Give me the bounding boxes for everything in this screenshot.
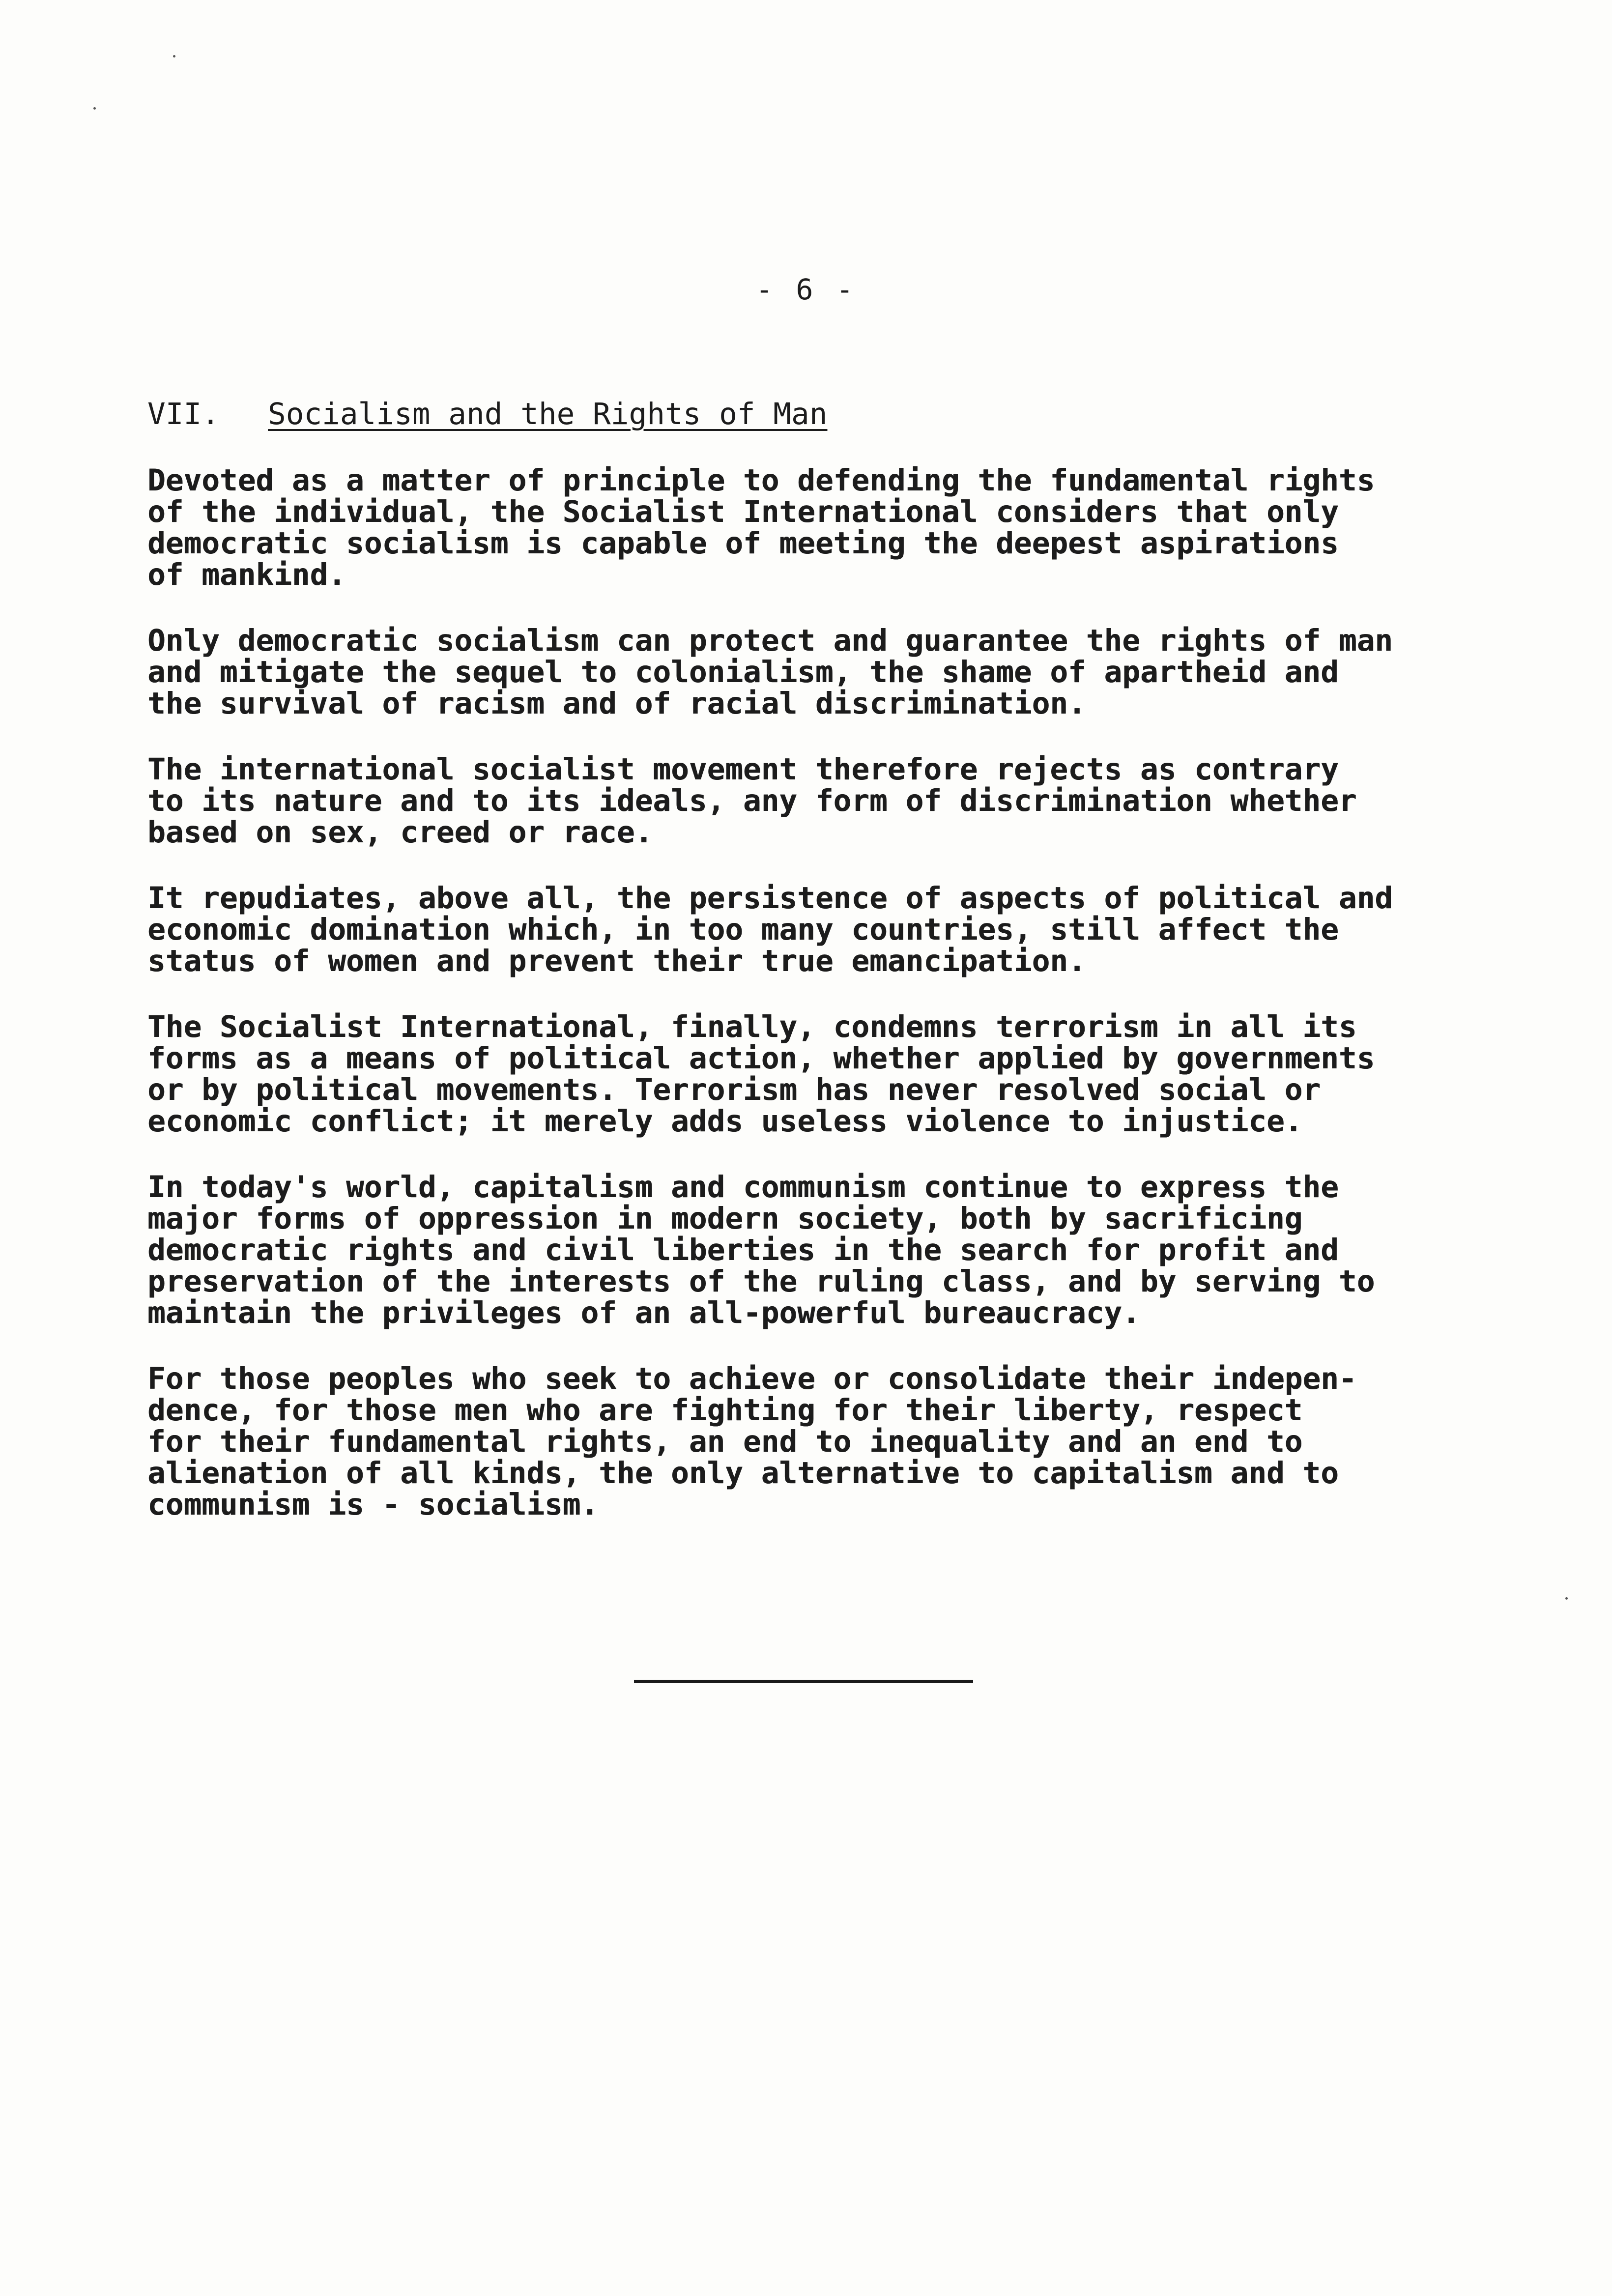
document-body [147, 398, 1524, 1555]
paragraph-3 [147, 754, 1524, 848]
paragraph-line: The international socialist movement therefore rejects as contrary [147, 752, 1339, 787]
paragraph-5 [147, 1011, 1524, 1137]
paragraph-line: preservation of the interests of the ruling class, and by serving to [147, 1264, 1375, 1299]
page-number: - 6 - [755, 273, 857, 306]
paragraph-4 [147, 883, 1524, 977]
paragraph-line: forms as a means of political action, whether applied by governments [147, 1041, 1375, 1076]
paragraph-line: for their fundamental rights, an end to inequality and an end to [147, 1424, 1303, 1459]
paragraph-line: The Socialist International, finally, condemns terrorism in all its [147, 1009, 1357, 1044]
paragraph-line: It repudiates, above all, the persistence of aspects of political and [147, 881, 1393, 916]
paragraph-6 [147, 1172, 1524, 1329]
paragraph-line: For those peoples who seek to achieve or consolidate their indepen- [147, 1361, 1357, 1396]
paragraph-line: status of women and prevent their true emancipation. [147, 944, 1086, 978]
paragraph-line: based on sex, creed or race. [147, 815, 653, 850]
section-number: VII. [147, 397, 220, 431]
paragraph-line: economic domination which, in too many countries, still affect the [147, 912, 1339, 947]
paragraph-line: the survival of racism and of racial discrimination. [147, 686, 1086, 721]
paragraph-7 [147, 1363, 1524, 1521]
paragraph-line: maintain the privileges of an all-powerful bureaucracy. [147, 1295, 1140, 1330]
paragraph-line: major forms of oppression in modern society, both by sacrificing [147, 1201, 1303, 1236]
section-title: Socialism and the Rights of Man [268, 397, 828, 431]
scan-speck [93, 107, 96, 110]
paragraph-line: of mankind. [147, 557, 346, 592]
paragraph-line: Devoted as a matter of principle to defending the fundamental rights [147, 463, 1375, 498]
paragraph-line: dence, for those men who are fighting for their liberty, respect [147, 1393, 1303, 1428]
end-of-section-rule [634, 1680, 973, 1683]
paragraph-line: and mitigate the sequel to colonialism, the shame of apartheid and [147, 655, 1339, 689]
paragraph-line: Only democratic socialism can protect and guarantee the rights of man [147, 623, 1393, 658]
paragraph-line: communism is - socialism. [147, 1487, 599, 1522]
scan-speck [173, 55, 175, 57]
paragraph-line: democratic socialism is capable of meeting the deepest aspirations [147, 526, 1339, 561]
scan-speck [1565, 1597, 1568, 1600]
paragraph-line: alienation of all kinds, the only alternative to capitalism and to [147, 1456, 1339, 1491]
paragraph-1 [147, 465, 1524, 591]
paragraph-2 [147, 625, 1524, 719]
paragraph-line: In today's world, capitalism and communism continue to express the [147, 1170, 1339, 1205]
paragraph-line: of the individual, the Socialist International considers that only [147, 494, 1339, 529]
paragraph-line: or by political movements. Terrorism has never resolved social or [147, 1072, 1321, 1107]
paragraph-line: economic conflict; it merely adds useless violence to injustice. [147, 1104, 1303, 1139]
paragraph-line: to its nature and to its ideals, any form of discrimination whether [147, 783, 1357, 818]
paragraph-line: democratic rights and civil liberties in the search for profit and [147, 1233, 1339, 1267]
section-heading [147, 398, 1524, 430]
